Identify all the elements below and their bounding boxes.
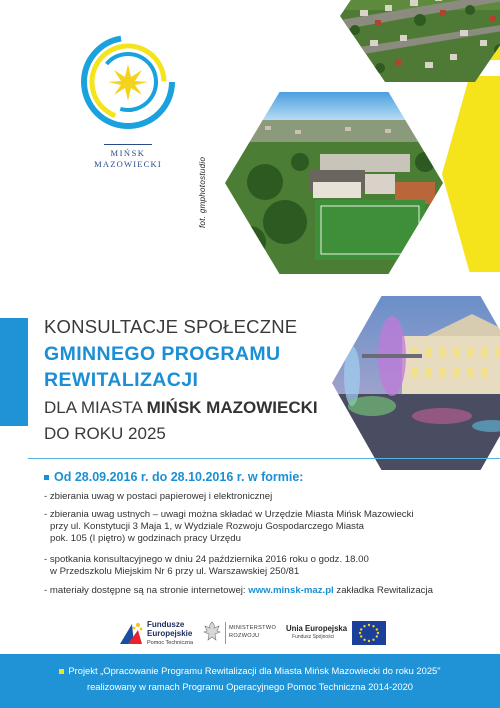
eagle-emblem-icon: [202, 620, 222, 644]
star-emblem-icon: [80, 28, 176, 140]
ministry-logo: [202, 614, 277, 654]
accent-bar: [0, 318, 28, 426]
logo-text-minsk: MIŃSK: [110, 148, 146, 158]
fe-label-3: Pomoc Techniczna: [147, 640, 194, 646]
footer-project-line: [0, 665, 500, 676]
logo-divider: [104, 144, 152, 145]
form-item-meeting-line: - spotkania konsultacyjnego w dniu 24 października 2016 roku o godz. 18.00: [44, 554, 369, 565]
footer-program-line: realizowany w ramach Programu Operacyjnego Pomoc Techniczna 2014-2020: [86, 681, 414, 692]
funding-logos: [0, 612, 500, 656]
photo-credit: fot. gmphotostudio: [198, 156, 207, 228]
footer-bullet-icon: [59, 669, 64, 674]
eu-flag-icon: [352, 621, 386, 645]
website-prefix: - materiały dostępne są na stronie internetowej:: [44, 585, 249, 596]
fe-label-1: Fundusze: [147, 620, 185, 629]
palace-fountain-photo: [332, 296, 500, 470]
form-item-oral-line: - zbierania uwag ustnych – uwagi można składać w Urzędzie Miasta Mińsk Mazowiecki: [44, 509, 414, 520]
section-divider: [28, 458, 500, 459]
aerial-town-photo: [225, 92, 443, 274]
eu-label-1: Unia Europejska: [286, 624, 348, 633]
title-city-name: MIŃSK MAZOWIECKI: [146, 398, 318, 417]
logo-text-mazowiecki: MAZOWIECKI: [94, 159, 162, 169]
footer-band: [0, 654, 500, 708]
bullet-square-icon: [44, 475, 49, 480]
title-line-4: [44, 398, 318, 418]
form-item-meeting-line: w Przedszkolu Miejskim Nr 6 przy ul. Warszawskiej 250/81: [50, 566, 300, 578]
title-line-1: KONSULTACJE SPOŁECZNE: [44, 316, 298, 337]
form-item-website: [44, 585, 433, 597]
website-suffix: zakładka Rewitalizacja: [333, 585, 433, 596]
title-line-4-prefix: DLA MIASTA: [44, 398, 147, 417]
fundusze-europejskie-logo: [118, 616, 198, 652]
eu-label-2: Fundusz Spójności: [292, 634, 335, 640]
title-line-5: DO ROKU 2025: [44, 424, 166, 443]
title-line-3: REWITALIZACJI: [44, 369, 199, 391]
ministry-label-2: ROZWOJU: [229, 633, 260, 639]
fe-emblem-icon: [118, 620, 144, 646]
form-item-oral-line: pok. 105 (I piętro) w godzinach pracy Urzędu: [50, 533, 241, 545]
ministry-label-1: MINISTERSTWO: [229, 625, 277, 631]
date-text: Od 28.09.2016 r. do 28.10.2016 r. w formie:: [54, 470, 304, 484]
form-item-oral-line: przy ul. Konstytucji 3 Maja 1, w Wydziale Rozwoju Gospodarczego Miasta: [50, 521, 364, 533]
form-item-meeting: [44, 554, 369, 578]
title-line-2: GMINNEGO PROGRAMU: [44, 343, 281, 365]
ministry-divider: [225, 622, 226, 644]
city-logo: [78, 28, 178, 168]
aerial-houses-photo: [340, 0, 500, 82]
eu-logo: [286, 616, 386, 652]
form-item-paper: - zbierania uwag w postaci papierowej i elektronicznej: [44, 491, 273, 502]
website-link[interactable]: www.minsk-maz.pl: [248, 585, 334, 596]
yellow-hexagon: [442, 76, 500, 272]
form-item-oral: [44, 509, 414, 546]
footer-project-text: Projekt „Opracowanie Programu Rewitalizacji dla Miasta Mińsk Mazowiecki do roku 2025": [68, 665, 441, 676]
fe-label-2: Europejskie: [147, 629, 193, 638]
consultation-dates: [44, 470, 303, 484]
